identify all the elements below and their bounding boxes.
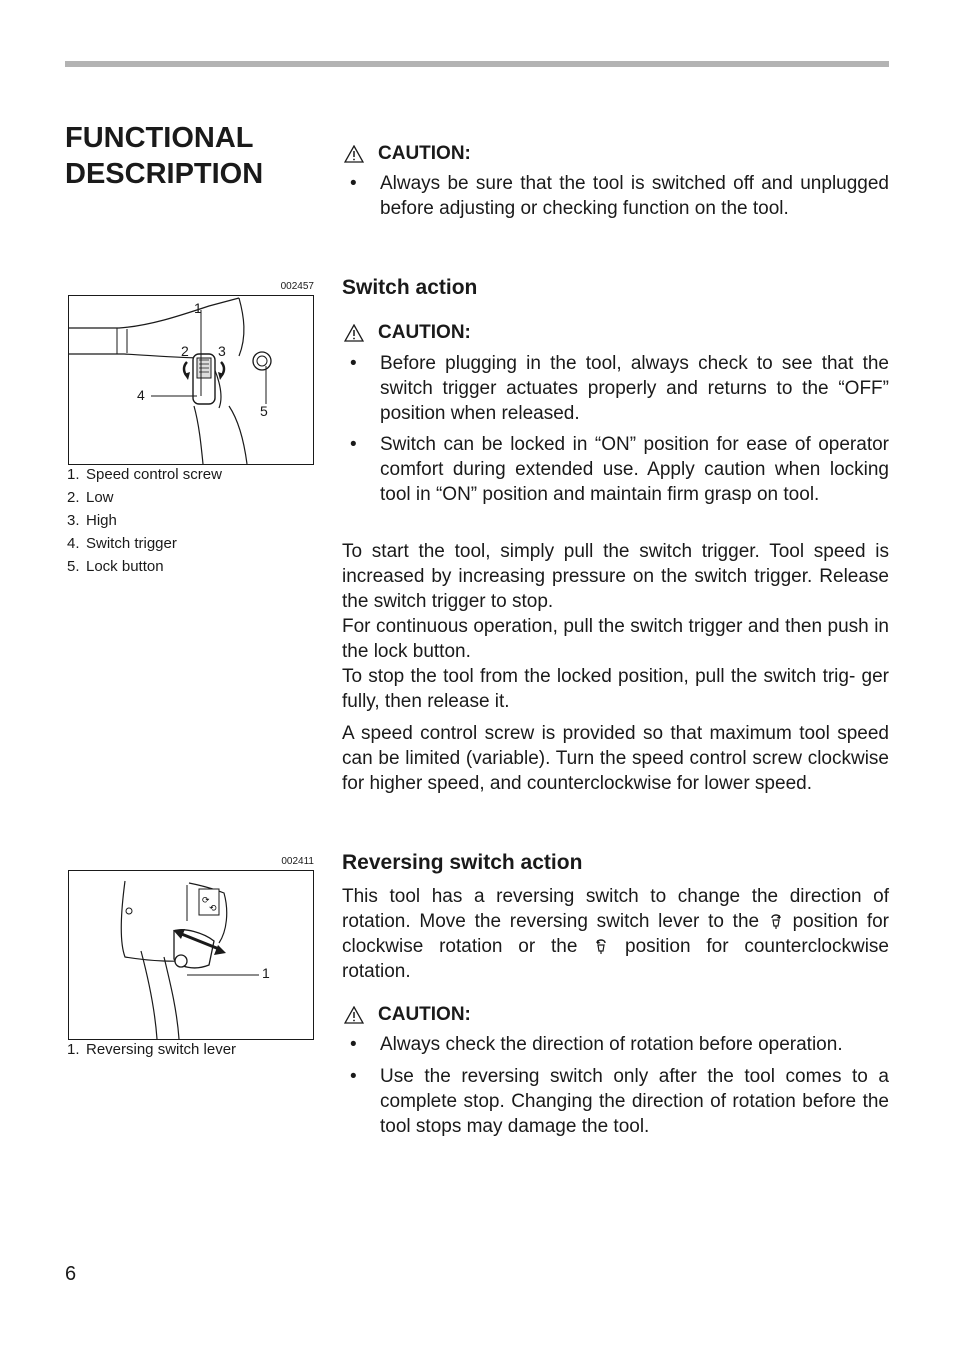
legend-item: 1. Reversing switch lever	[67, 1041, 237, 1058]
figure1-legend	[67, 463, 222, 578]
legend-item: 1. Speed control screw	[67, 466, 222, 483]
warning-triangle-icon	[344, 324, 364, 342]
legend-item: 5. Lock button	[67, 558, 164, 575]
clockwise-rotation-icon	[768, 912, 784, 930]
figure1-switch-illustration	[68, 295, 314, 465]
figure1-callout-2: 2	[181, 343, 189, 359]
caution-label: CAUTION:	[344, 142, 471, 166]
caution-label: CAUTION:	[344, 321, 471, 345]
figure2-code: 002411	[281, 856, 314, 867]
page-title: FUNCTIONAL DESCRIPTION	[65, 122, 264, 190]
svg-text:⟲: ⟲	[209, 904, 217, 914]
switch-action-paragraphs: To start the tool, simply pull the switch trigger. Tool speed is increased by increasing pressure on the switch trigger. Release the switch trigger to stop. For continuous operation, pull the switch trigger and then push in the lock button. To stop the tool from the locked position, pull the switch trig- ger fully, then release it.	[342, 541, 889, 712]
legend-item: 2. Low	[67, 489, 114, 506]
warning-triangle-icon	[344, 1006, 364, 1024]
figure1-callout-5: 5	[260, 403, 268, 419]
legend-item: 4. Switch trigger	[67, 535, 177, 552]
page-number: 6	[65, 1263, 77, 1285]
figure1-callout-3: 3	[218, 343, 226, 359]
list-item: • Use the reversing switch only after the tool comes to a complete stop. Changing the direction of rotation before the tool stops may damage the tool.	[350, 1066, 889, 1137]
list-item: • Switch can be locked in “ON” position for ease of operator comfort during extended use. Apply caution when locking tool in “ON” position and maintain firm grasp on tool.	[350, 434, 889, 505]
figure2-legend	[67, 1038, 236, 1061]
speed-control-paragraph: A speed control screw is provided so that maximum tool speed can be limited (variable). Turn the speed control screw clockwise for higher speed, and counterclockwise for lower speed.	[342, 723, 889, 794]
reversing-paragraph: This tool has a reversing switch to change the direction of rotation. Move the reversing switch lever to the position for clockwise rotation or the position for counterclockwise rotation.	[342, 886, 889, 982]
figure1-callout-4: 4	[137, 387, 145, 403]
figure2-callout-1: 1	[262, 965, 270, 981]
figure2-reversing-illustration	[68, 870, 314, 1040]
svg-text:⟳: ⟳	[202, 896, 210, 906]
list-item: • Before plugging in the tool, always check to see that the switch trigger actuates properly and returns to the “OFF” position when released.	[350, 353, 889, 424]
warning-triangle-icon	[344, 145, 364, 163]
list-item: • Always be sure that the tool is switched off and unplugged before adjusting or checking function on the tool.	[350, 173, 889, 219]
legend-item: 3. High	[67, 512, 117, 529]
figure1-callout-1: 1	[194, 300, 202, 316]
list-item: • Always check the direction of rotation before operation.	[350, 1034, 843, 1055]
top-rule	[65, 61, 889, 67]
figure1-code: 002457	[280, 281, 314, 292]
counterclockwise-rotation-icon	[593, 937, 609, 955]
section-heading-reversing-switch: Reversing switch action	[342, 851, 583, 874]
caution-label: CAUTION:	[344, 1003, 471, 1027]
section-heading-switch-action: Switch action	[342, 276, 478, 299]
